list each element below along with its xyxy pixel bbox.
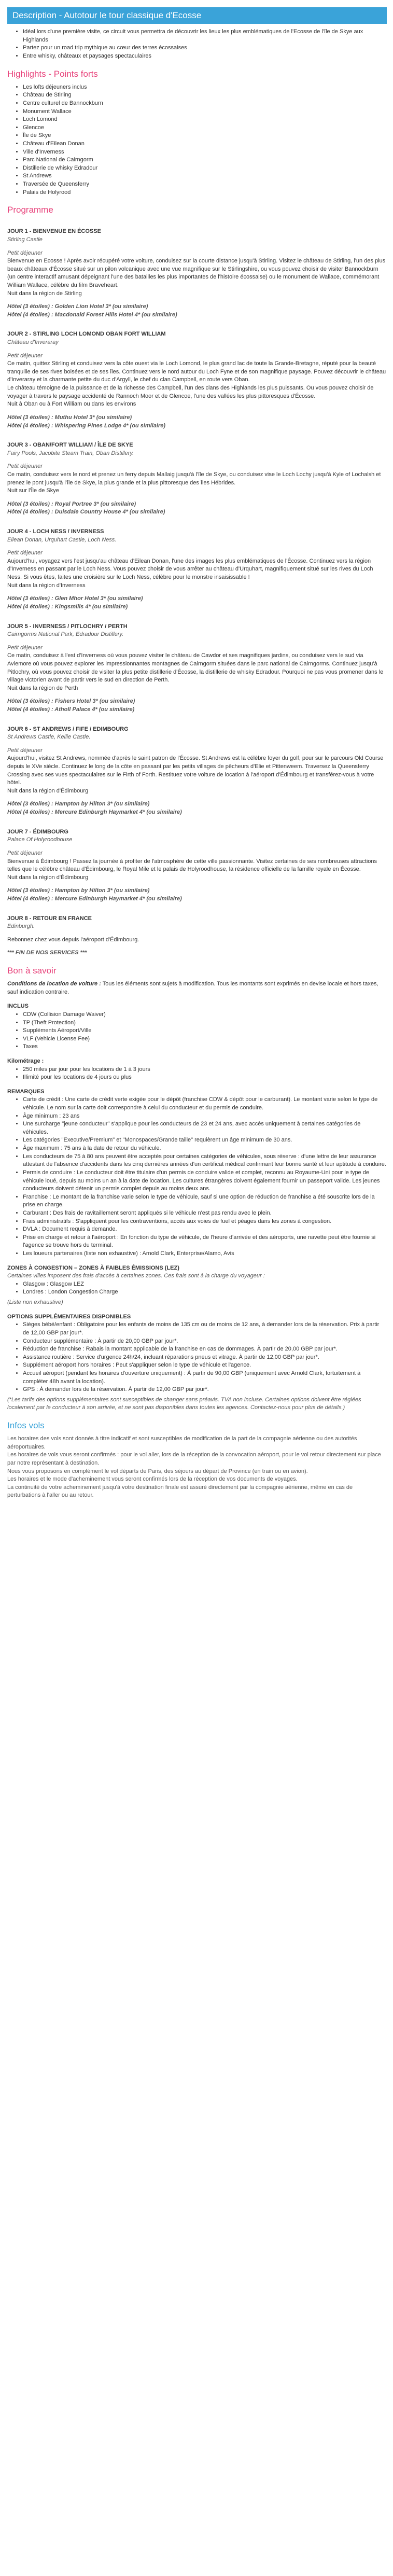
list-note: (Liste non exhaustive) — [7, 1299, 63, 1306]
day-text: Ce matin, conduisez vers le nord et prenez un ferry depuis Mallaig jusqu'à l'île de Skye, ou conduisez vise le Loch Lochy jusqu'à Kyle of Lochalsh et prenez le pont jusqu'à l'île de Skye, la plus grande et la plus pittoresque des îles Hébrides. Nuit sur l'Île de Skye — [7, 471, 381, 494]
description-bullet: • Entre whisky, châteaux et paysages spectaculaires — [23, 52, 387, 61]
day-night: Nuit dans la région de Stirling — [7, 290, 82, 297]
hotel-line: Hôtel (3 étoiles) : Fishers Hotel 3* (ou similaire) — [7, 698, 135, 705]
day-text: Ce matin, quittez Stirling et conduisez vers la côte ouest via le Loch Lomond, le plus grand lac de toute la Grande-Bretagne, réputé pour la beauté tranquille de ses rives boisées et de ses îles. Continuez vers le nord autour du Loch Fyne et de son magnifique paysage. Pouvez découvrir le château d'Inveraray et la charmante petite du duc d'Argyll, le chef du clan Campbell, en route vers Oban. Le château témoigne de la puissance et de la richesse des Campbell, l'un des clans des Highlands les plus puissants. Ou vous pouvez choisir de voyager à travers le paysage accidenté de Rannoch Moor et de Glencoe, l'une des vallées les plus pittoresques d'Écosse. Nuit à Oban ou à Fort William ou dans les environs — [7, 360, 386, 408]
options-list — [7, 1321, 387, 1394]
spacer — [7, 692, 387, 698]
highlight-item: • St Andrews — [23, 172, 387, 180]
day-subtitle: Fairy Pools, Jacobite Steam Train, Oban Distillery. — [7, 450, 134, 456]
day-text: Aujourd'hui, visitez St Andrews, nommée d'après le saint patron de l'Écosse. St Andrews est la célèbre foyer du golf, pour sur le parcours Old Course depuis le XVe siècle. Continuez le long de la côte en passant par les petits villages de pêcheurs d'Elie et Pittenweem. Traversez la Queensferry Crossing avec ses vues spectaculaires sur le Firth of Forth. Restituez votre voiture de location à l'aéroport d'Édimbourg et transférez-vous à votre hôtel. Nuit dans la région d'Édimbourg — [7, 755, 384, 794]
option-item: • Réduction de franchise : Rabais la montant applicable de la franchise en cas de dommages. À partir de 20,00 GBP par jour*. — [23, 1345, 387, 1354]
remarque-item: • Carburant : Des frais de ravitaillement seront appliqués si le véhicule n'est pas rendu avec le plein. — [23, 1209, 387, 1218]
meal-label: Petit déjeuner — [7, 747, 43, 754]
meal-label: Petit déjeuner — [7, 463, 43, 470]
option-item: • Supplément aéroport hors horaires : Peut s'appliquer selon le type de véhicule et l'agence. — [23, 1361, 387, 1370]
day-block — [7, 915, 387, 957]
rental-conditions-text: Tous les éléments sont sujets à modification. Tous les montants sont exprimés en devise locale et hors taxes, sauf indication contraire. — [7, 981, 378, 995]
spacer — [7, 495, 387, 500]
infos-text: Les horaires des vols sont donnés à titre indicatif et sont susceptibles de modification de la part de la compagnie aérienne ou des autorités aéroportuaires. Les horaires de vols vous seront confirmés : pour le vol aller, lors de la réception de la convocation aéroport, pour le vol retour directement sur place par notre représentant à destination. Nous vous proposons en complément le vol départs de Paris, des séjours au départ de Province (en train ou en avion). Les horaires et le mode d'acheminement vous seront confirmés lors de la réception de vos documents de voyages. La continuité de votre acheminement jusqu'à votre destination finale est assuré directement par la compagnie aérienne, même en cas de perturbations à l'aller ou au retour. — [7, 1436, 381, 1499]
highlight-item: • Château de Stirling — [23, 91, 387, 100]
hotel-line: Hôtel (3 étoiles) : Hampton by Hilton 3* (ou similaire) — [7, 887, 150, 894]
spacer — [7, 844, 387, 850]
day-text: Ce matin, conduisez à l'est d'Inverness où vous pouvez visiter le château de Cawdor et ses magnifiques jardins, ou conduisez vers le sud via Aviemore où vous pouvez explorer les impressionnantes montagnes de Cairngorm situées dans le parc national de Cairngorms. Continuez jusqu'à Pitlochry, où vous pouvez choisir de visiter la plus petite distillerie d'Écosse, la distillerie de whisky Edradour. Pourquoi ne pas vous promener dans le village victorien avant de partir vers le sud en direction de Perth. Nuit dans la région de Perth — [7, 652, 384, 691]
rental-conditions-label: Conditions de location de voiture : — [7, 981, 101, 987]
hotel-line: Hôtel (3 étoiles) : Royal Portree 3* (ou similaire) — [7, 500, 136, 507]
congestion-item: • Londres : London Congestion Charge — [23, 1288, 387, 1297]
day-text: Aujourd'hui, voyagez vers l'est jusqu'au château d'Eilean Donan, l'une des images les plus emblématiques de l'Écosse. Continuez vers la région d'Inverness en passant par le Loch Ness. Vous pouvez choisir de vous arrêter au château d'Urquhart, magnifiquement situé sur les rives du Loch Ness. Si vous êtes, faites une croisière sur le Loch Ness, célèbre pour le monstre insaisissable ! Nuit dans la région d'Inverness — [7, 558, 373, 589]
hotel-line: Hôtel (4 étoiles) : Mercure Edinburgh Haymarket 4* (ou similaire) — [7, 809, 182, 816]
hotel-line: Hôtel (3 étoiles) : Glen Mhor Hotel 3* (ou similaire) — [7, 595, 143, 602]
km-list — [7, 1066, 387, 1082]
day-block — [7, 726, 387, 817]
rental-conditions — [7, 980, 387, 996]
description-bullet: • Idéal lors d'une première visite, ce circuit vous permettra de découvrir les lieux les plus emblématiques de l'Ecosse de l'île de Skye aux Highlands — [23, 28, 387, 44]
infos-title: Infos vols — [7, 1420, 45, 1430]
options-title: OPTIONS SUPPLÉMENTAIRES DISPONIBLES — [7, 1313, 131, 1320]
day-block — [7, 623, 387, 714]
day-block — [7, 441, 387, 517]
remarque-item: • Âge minimum : 23 ans — [23, 1112, 387, 1121]
spacer — [7, 544, 387, 549]
inclus-item: • Suppléments Aéroport/Ville — [23, 1027, 387, 1035]
highlight-item: • Ville d'Inverness — [23, 148, 387, 157]
end-of-services: *** FIN DE NOS SERVICES *** — [7, 950, 87, 956]
spacer — [7, 409, 387, 414]
inclus-item: • Taxes — [23, 1043, 387, 1051]
day-title: JOUR 1 - BIENVENUE EN ÉCOSSE — [7, 228, 101, 235]
meal-label: Petit déjeuner — [7, 644, 43, 651]
rental-title: Bon à savoir — [7, 966, 57, 976]
inclus-item: • CDW (Collision Damage Waiver) — [23, 1011, 387, 1019]
hotel-line: Hôtel (4 étoiles) : Atholl Palace 4* (ou similaire) — [7, 706, 135, 713]
remarque-item: • Franchise : Le montant de la franchise varie selon le type de véhicule, sauf si une option de réduction de franchise a été souscrite lors de la prise en charge. — [23, 1193, 387, 1209]
option-item: • Conducteur supplémentaire : À partir de 20,00 GBP par jour*. — [23, 1338, 387, 1346]
highlight-item: • Distillerie de whisky Edradour — [23, 164, 387, 173]
day-title: JOUR 5 - INVERNESS / PITLOCHRY / PERTH — [7, 623, 128, 630]
day-subtitle: Edinburgh. — [7, 923, 35, 930]
description-title: Description - Autotour le tour classique d'Ecosse — [7, 7, 387, 24]
day-block — [7, 228, 387, 319]
highlight-item: • Centre culturel de Bannockburn — [23, 100, 387, 108]
day-text: Bienvenue en Ecosse ! Après avoir récupéré votre voiture, conduisez sur la courte distance jusqu'à Stirling. Visitez le château de Stirling, l'un des plus beaux châteaux d'Écosse situé sur un pilon volcanique avec une vue magnifique sur le Stirlingshire, ou vous pouvez choisir de visiter Bannockburn (un centre interactif amusant dépeignant l'une des batailles les plus importantes de l'histoire écossaise) ou le monument de Wallace, commémorant William Wallace, célèbre du film Braveheart. — [7, 258, 386, 288]
spacer — [7, 944, 387, 949]
remarque-item: • DVLA : Document requis à demande. — [23, 1226, 387, 1234]
programme-title: Programme — [7, 205, 53, 215]
day-block — [7, 828, 387, 903]
spacer — [7, 639, 387, 644]
highlight-item: • Loch Lomond — [23, 116, 387, 124]
meal-label: Petit déjeuner — [7, 850, 43, 856]
day-subtitle: Palace Of Holyroodhouse — [7, 837, 73, 843]
hotel-line: Hôtel (4 étoiles) : Whispering Pines Lodge 4* (ou similaire) — [7, 422, 165, 429]
option-item: • Accueil aéroport (pendant les horaires d'ouverture uniquement) : À partir de 90,00 GBP (uniquement avec Arnold Clark, fortuitement à compléter 48h avant la location). — [23, 1370, 387, 1386]
remarques-list — [7, 1096, 387, 1258]
km-item: • 250 miles par jour pour les locations de 1 à 3 jours — [23, 1066, 387, 1074]
day-text: Rebonnez chez vous depuis l'aéroport d'Édimbourg. — [7, 936, 139, 943]
highlight-item: • Parc National de Cairngorm — [23, 156, 387, 164]
hotel-line: Hôtel (4 étoiles) : Macdonald Forest Hills Hotel 4* (ou similaire) — [7, 311, 177, 318]
highlight-item: • Monument Wallace — [23, 108, 387, 116]
spacer — [7, 795, 387, 800]
day-title: JOUR 8 - RETOUR EN FRANCE — [7, 915, 92, 922]
description-bullet: • Partez pour un road trip mythique au cœur des terres écossaises — [23, 44, 387, 52]
remarque-item: • Permis de conduire : Le conducteur doit être titulaire d'un permis de conduire valide et complet, reconnu au Royaume-Uni pour le type de véhicule loué, depuis au moins un an à la date de location. Les cultures étrangères doivent également fournir un passeport valide. Les jeunes conducteurs doivent détenir un permis complet depuis au moins deux ans. — [23, 1169, 387, 1193]
day-subtitle: Stirling Castle — [7, 236, 43, 243]
meal-label: Petit déjeuner — [7, 550, 43, 556]
remarques-title: REMARQUES — [7, 1088, 45, 1095]
congestion-list — [7, 1280, 387, 1297]
spacer — [7, 742, 387, 747]
day-title: JOUR 6 - ST ANDREWS / FIFE / EDIMBOURG — [7, 726, 129, 732]
remarque-item: • Frais administratifs : S'appliquent pour les contraventions, accès aux voies de fuel et péages dans les zones à congestion. — [23, 1218, 387, 1226]
highlight-item: • Île de Skye — [23, 132, 387, 140]
congestion-text: Certaines villes imposent des frais d'accès à certaines zones. Ces frais sont à la charge du voyageur : — [7, 1273, 265, 1279]
day-title: JOUR 3 - OBAN/FORT WILLIAM / ÎLE DE SKYE — [7, 442, 133, 449]
congestion-title: ZONES À CONGESTION – ZONES À FAIBLES ÉMISSIONS (LEZ) — [7, 1264, 179, 1271]
highlight-item: • Glencoe — [23, 124, 387, 132]
option-item: • GPS : À demander lors de la réservation. À partir de 12,00 GBP par jour*. — [23, 1386, 387, 1394]
congestion-item: • Glasgow : Glasgow LEZ — [23, 1280, 387, 1289]
day-subtitle: Eilean Donan, Urquhart Castle, Loch Ness. — [7, 536, 117, 543]
remarque-item: • Les conducteurs de 75 à 80 ans peuvent être acceptés pour certaines catégories de véhicules, sous réserve : d'une lettre de leur assurance attestant de l'absence d'accidents dans les cinq dernières années d'un certificat médical confirmant leur bonne santé et leur aptitude à conduire. — [23, 1153, 387, 1169]
remarque-item: • Prise en charge et retour à l'aéroport : En fonction du type de véhicule, de l'heure d'arrivée et des aéroports, une navette peut être fournie si l'agence se trouve hors du terminal. — [23, 1234, 387, 1250]
highlights-title: Highlights - Points forts — [7, 68, 98, 79]
hotel-line: Hôtel (4 étoiles) : Duisdale Country House 4* (ou similaire) — [7, 509, 165, 516]
option-item: • Sièges bébé/enfant : Obligatoire pour les enfants de moins de 135 cm ou de moins de 12 ans, à demander lors de la réservation. Prix à partir de 12,00 GBP par jour*. — [23, 1321, 387, 1337]
hotel-line: Hôtel (3 étoiles) : Golden Lion Hotel 3* (ou similaire) — [7, 303, 148, 310]
hotel-line: Hôtel (4 étoiles) : Kingsmills 4* (ou similaire) — [7, 603, 128, 610]
meal-label: Petit déjeuner — [7, 352, 43, 359]
day-subtitle: Château d'Inveraray — [7, 339, 59, 346]
inclus-item: • TP (Theft Protection) — [23, 1019, 387, 1027]
hotel-line: Hôtel (4 étoiles) : Mercure Edinburgh Haymarket 4* (ou similaire) — [7, 895, 182, 902]
day-subtitle: St Andrews Castle, Kellie Castle. — [7, 734, 91, 741]
km-title: Kilométrage : — [7, 1058, 44, 1064]
remarque-item: • Carte de crédit : Une carte de crédit verte exigée pour le dépôt (franchise CDW & dépôt pour le carburant). Le montant varie selon le type de véhicule. Le nom sur la carte doit correspondre à celui du conducteur et du permis de conduire. — [23, 1096, 387, 1112]
programme-days — [7, 228, 387, 957]
inclus-list — [7, 1011, 387, 1051]
remarque-item: • Les catégories "Executive/Premium" et "Monospaces/Grande taille" requièrent un âge minimum de 30 ans. — [23, 1136, 387, 1145]
day-block — [7, 528, 387, 611]
inclus-title: INCLUS — [7, 1003, 29, 1010]
options-note: (*Les tarifs des options supplémentaires sont susceptibles de changer sans préavis. TVA non incluse. Certaines options doivent être réglées localement par le conducteur à son arrivée, et ne sont pas disponibles dans toutes les agences. Contactez-nous pour plus de détails.) — [7, 1396, 361, 1411]
highlight-item: • Traversée de Queensferry — [23, 180, 387, 189]
description-list — [7, 28, 387, 60]
spacer — [7, 244, 387, 249]
spacer — [7, 298, 387, 303]
highlight-item: • Palais de Holyrood — [23, 189, 387, 197]
km-item: • Illimité pour les locations de 4 jours ou plus — [23, 1074, 387, 1082]
remarque-item: • Âge maximum : 75 ans à la date de retour du véhicule. — [23, 1145, 387, 1153]
day-block — [7, 330, 387, 430]
hotel-line: Hôtel (3 étoiles) : Hampton by Hilton 3* (ou similaire) — [7, 801, 150, 807]
day-title: JOUR 4 - LOCH NESS / INVERNESS — [7, 528, 104, 535]
day-title: JOUR 2 - STIRLING LOCH LOMOND OBAN FORT WILLIAM — [7, 331, 166, 338]
highlight-item: • Château d'Eilean Donan — [23, 140, 387, 148]
hotel-line: Hôtel (3 étoiles) : Muthu Hotel 3* (ou similaire) — [7, 414, 132, 421]
highlight-item: • Les lofts déjeuners inclus — [23, 83, 387, 92]
day-subtitle: Cairngorms National Park, Edradour Distillery. — [7, 631, 124, 638]
meal-label: Petit déjeuner — [7, 249, 43, 256]
day-text: Bienvenue à Édimbourg ! Passez la journée à profiter de l'atmosphère de cette ville passionnante. Visitez certaines de ses nombreuses attractions telles que le célèbre château d'Édimbourg, le Royal Mile et le palais de Holyroodhouse, la résidence officielle de la famille royale en Écosse. Nuit dans la région d'Édimbourg — [7, 858, 377, 881]
spacer — [7, 882, 387, 887]
option-item: • Assistance routière : Service d'urgence 24h/24, incluant réparations pneus et vitrage. À partir de 12,00 GBP par jour*. — [23, 1354, 387, 1362]
remarque-item: • Une surcharge "jeune conducteur" s'applique pour les conducteurs de 23 et 24 ans, avec accès uniquement à certaines catégories de véhicules. — [23, 1120, 387, 1136]
spacer — [7, 347, 387, 352]
spacer — [7, 590, 387, 595]
remarque-item: • Les loueurs partenaires (liste non exhaustive) : Arnold Clark, Enterprise/Alamo, Avis — [23, 1250, 387, 1258]
spacer — [7, 931, 387, 936]
day-title: JOUR 7 - ÉDIMBOURG — [7, 828, 68, 835]
inclus-item: • VLF (Vehicle License Fee) — [23, 1035, 387, 1043]
highlights-list — [7, 83, 387, 197]
spacer — [7, 457, 387, 463]
